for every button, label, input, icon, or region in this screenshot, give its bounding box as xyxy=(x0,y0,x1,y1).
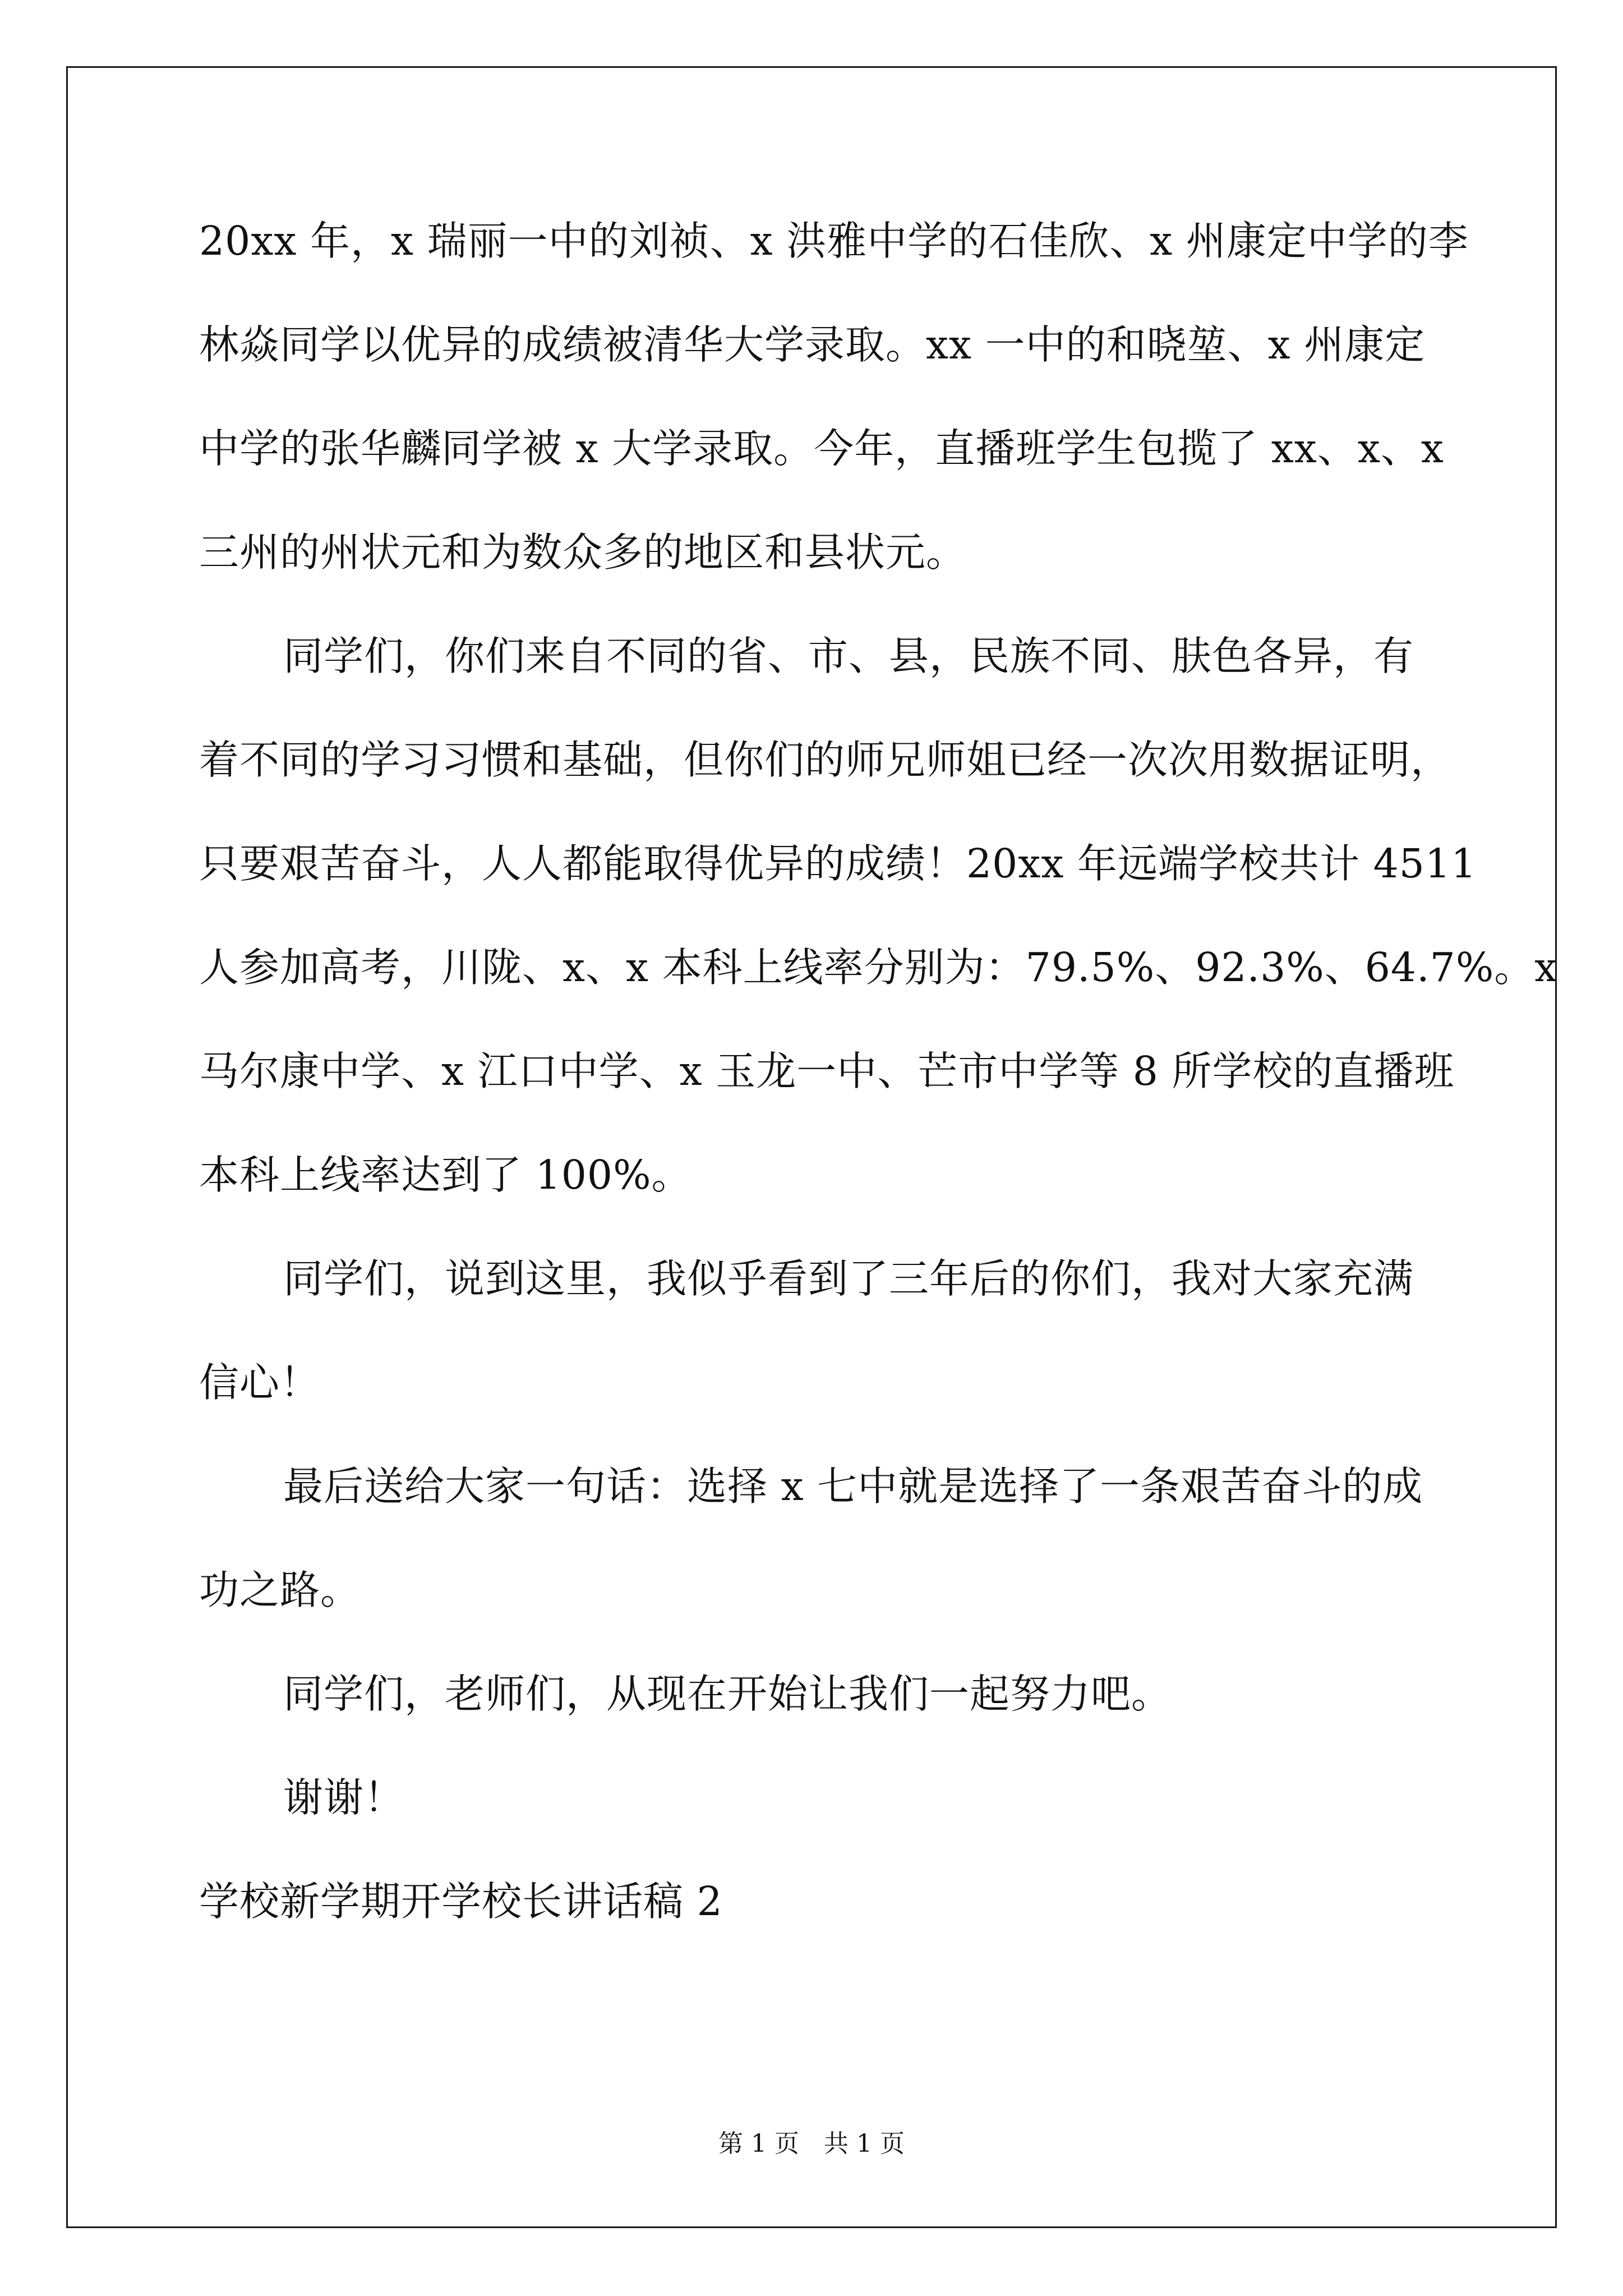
text-line: 中学的张华麟同学被 x 大学录取。今年，直播班学生包揽了 xx、x、x xyxy=(199,425,1444,472)
text-line: 人参加高考，川陇、x、x 本科上线率分别为：79.5%、92.3%、64.7%。x xyxy=(199,944,1558,991)
text-line: 只要艰苦奋斗，人人都能取得优异的成绩！20xx 年远端学校共计 4511 xyxy=(199,840,1477,887)
text-line: 信心！ xyxy=(199,1359,321,1406)
text-line: 本科上线率达到了 100%。 xyxy=(199,1152,692,1198)
paragraph-first-line: 同学们，老师们，从现在开始让我们一起努力吧。 xyxy=(283,1671,1172,1717)
text-line: 20xx 年，x 瑞丽一中的刘祯、x 洪雅中学的石佳欣、x 州康定中学的李 xyxy=(199,218,1469,264)
text-line: 林焱同学以优异的成绩被清华大学录取。xx 一中的和晓堃、x 州康定 xyxy=(199,321,1426,368)
text-line: 三州的州状元和为数众多的地区和县状元。 xyxy=(199,529,967,576)
text-line: 着不同的学习习惯和基础，但你们的师兄师姐已经一次次用数据证明， xyxy=(199,737,1451,783)
page-number-footer: 第 1 页 共 1 页 xyxy=(718,2129,905,2158)
paragraph-first-line: 同学们，你们来自不同的省、市、县，民族不同、肤色各异，有 xyxy=(283,633,1414,679)
text-line: 功之路。 xyxy=(199,1567,361,1613)
paragraph-first-line: 谢谢！ xyxy=(283,1774,405,1821)
section-heading: 学校新学期开学校长讲话稿 2 xyxy=(199,1878,723,1925)
paragraph-first-line: 最后送给大家一句话：选择 x 七中就是选择了一条艰苦奋斗的成 xyxy=(283,1463,1423,1510)
text-line: 马尔康中学、x 江口中学、x 玉龙一中、芒市中学等 8 所学校的直播班 xyxy=(199,1048,1455,1094)
paragraph-first-line: 同学们，说到这里，我似乎看到了三年后的你们，我对大家充满 xyxy=(283,1255,1414,1302)
